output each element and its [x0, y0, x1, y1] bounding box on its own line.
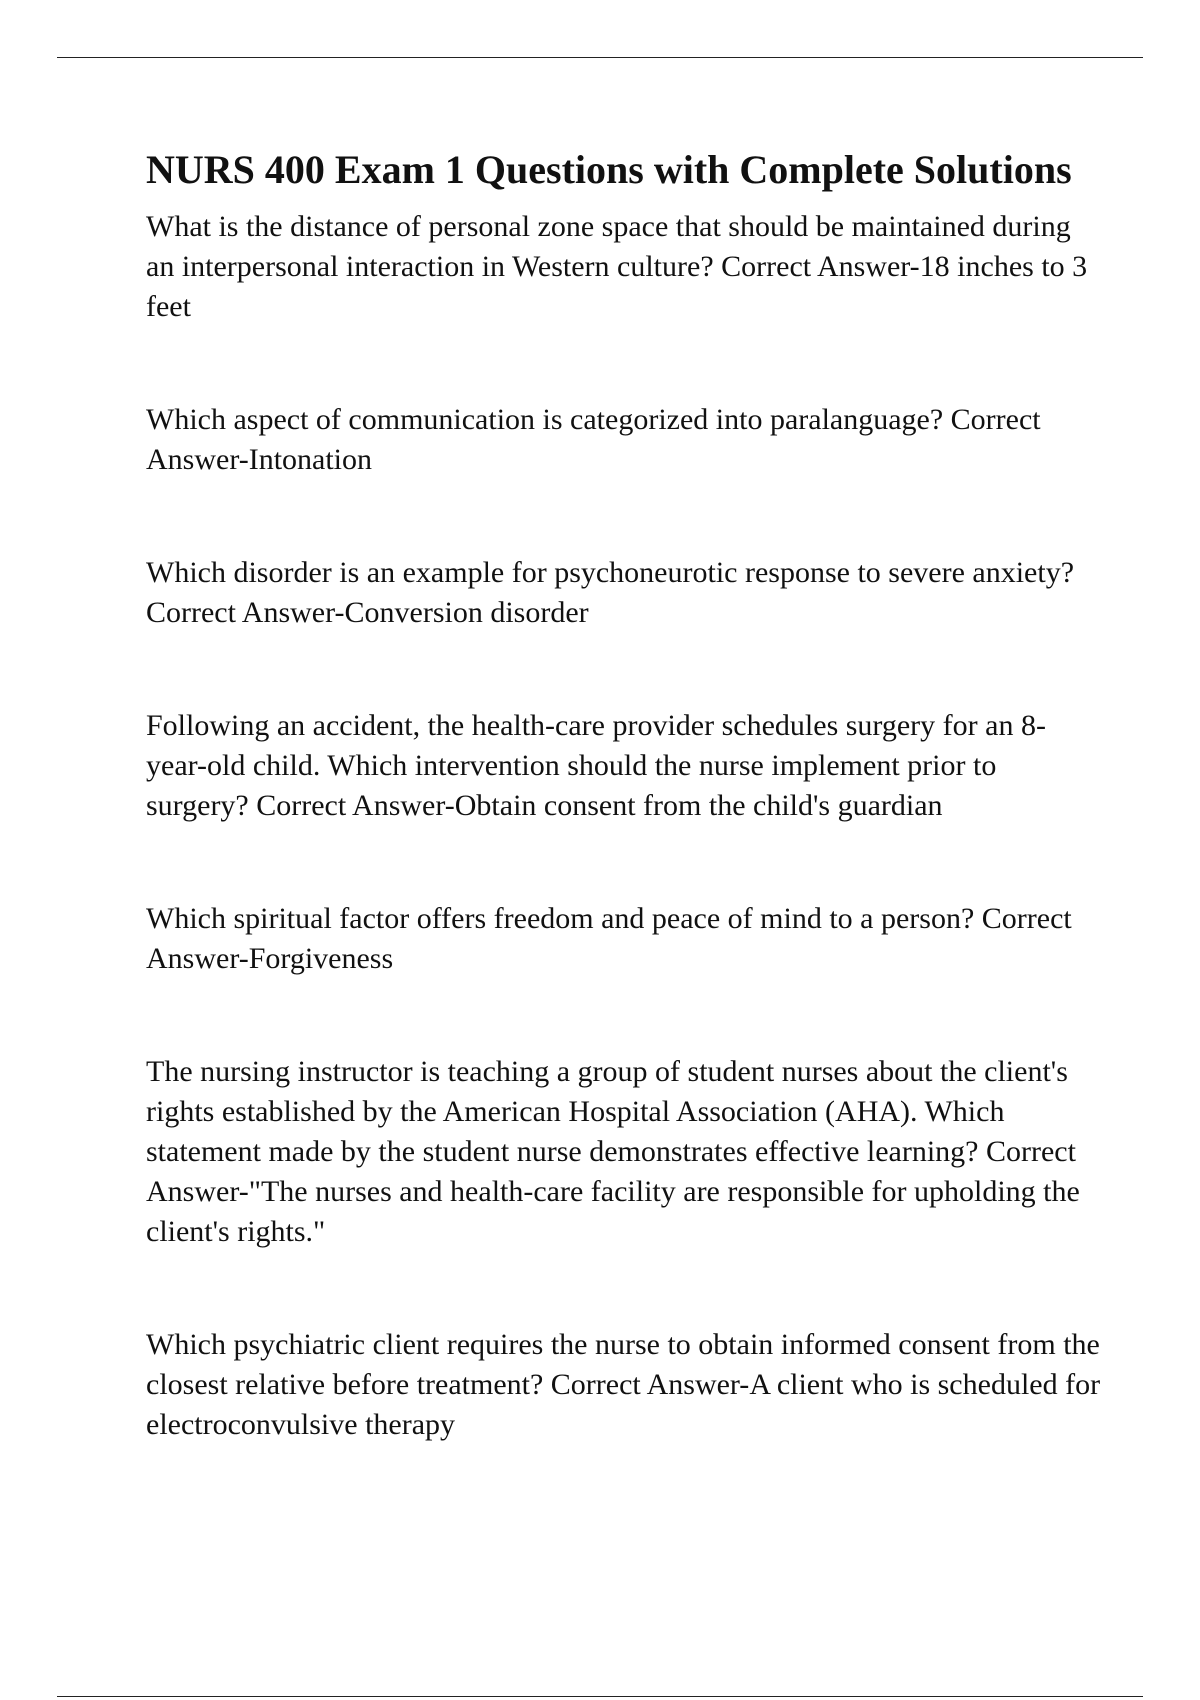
question-item: [146, 1325, 1106, 1445]
top-rule: [57, 57, 1143, 58]
answer-label: Correct Answer-: [146, 1135, 1076, 1208]
question-item: [146, 553, 1106, 633]
answer-label: Correct Answer-: [256, 789, 455, 822]
answer-text: Forgiveness: [248, 942, 394, 975]
answer-label: Correct Answer-: [721, 250, 920, 283]
question-list: [146, 207, 1106, 1445]
question-text: Which spiritual factor offers freedom and peace of mind to a person?: [146, 902, 975, 935]
document-title: NURS 400 Exam 1 Questions with Complete Solutions: [146, 147, 1072, 192]
question-text: Which disorder is an example for psychoneurotic response to severe anxiety?: [146, 556, 1075, 589]
answer-label: Correct Answer-: [146, 596, 345, 629]
question-text: What is the distance of personal zone space that should be maintained during an interpersonal interaction in Western culture?: [146, 210, 1071, 283]
answer-text: Intonation: [248, 443, 373, 476]
question-item: [146, 899, 1106, 979]
answer-text: "The nurses and health-care facility are responsible for upholding the client's rights.": [146, 1175, 1080, 1248]
answer-label: Correct Answer-: [550, 1368, 750, 1401]
question-text: Which psychiatric client requires the nurse to obtain informed consent from the closest relative before treatment?: [146, 1328, 1100, 1401]
answer-text: Obtain consent from the child's guardian: [454, 789, 943, 822]
bottom-rule: [57, 1696, 1143, 1697]
question-text: Which aspect of communication is categorized into paralanguage?: [146, 403, 944, 436]
question-item: [146, 207, 1106, 327]
question-text: The nursing instructor is teaching a group of student nurses about the client's rights established by the American Hospital Association (AHA). Which statement made by the student nurse demonstrates effective learning?: [146, 1055, 1068, 1168]
answer-text: A client who is scheduled for electroconvulsive therapy: [146, 1368, 1101, 1441]
question-text: Following an accident, the health-care provider schedules surgery for an 8-year-old child. Which intervention should the nurse implement prior to surgery?: [146, 709, 1046, 822]
answer-text: Conversion disorder: [344, 596, 589, 629]
question-item: [146, 1052, 1106, 1252]
question-item: [146, 706, 1106, 826]
document-body: [146, 140, 1106, 1445]
question-item: [146, 400, 1106, 480]
answer-text: 18 inches to 3 feet: [146, 250, 1088, 323]
answer-label: Correct Answer-: [146, 403, 1041, 476]
answer-label: Correct Answer-: [146, 902, 1072, 975]
